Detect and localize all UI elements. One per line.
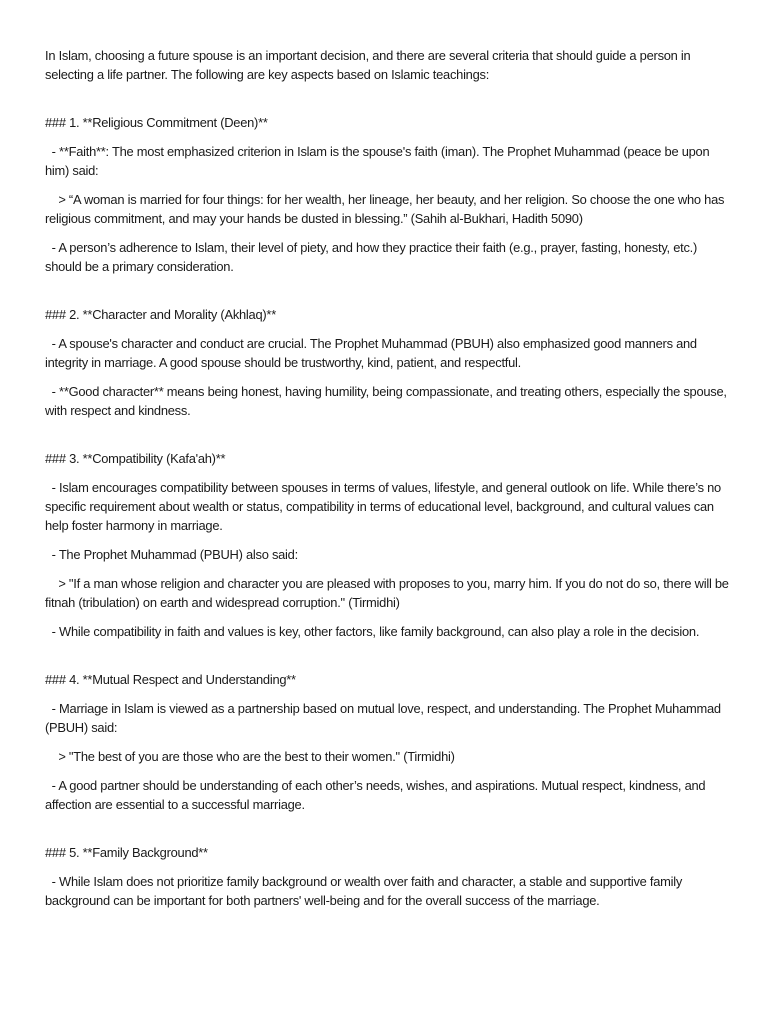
section-1-quote: > “A woman is married for four things: for her wealth, her lineage, her beauty, and her religion. So choose the one who has religious commitment, and may your hands be dusted in blessing.” (Sahih al-Bukhari, Hadith 5090) bbox=[45, 192, 728, 226]
section-3-paragraph: - While compatibility in faith and values is key, other factors, like family background, can also play a role in the decision. bbox=[45, 624, 700, 639]
section-5-paragraph: - While Islam does not prioritize family background or wealth over faith and character, a stable and supportive family background can be important for both partners' well-being and for the overall success of the marriage. bbox=[45, 874, 686, 908]
section-4-paragraph: - Marriage in Islam is viewed as a partnership based on mutual love, respect, and understanding. The Prophet Muhammad (PBUH) said: bbox=[45, 701, 725, 735]
section-heading-mutual-respect: ### 4. **Mutual Respect and Understanding** bbox=[45, 672, 296, 687]
section-3-paragraph: - Islam encourages compatibility between spouses in terms of values, lifestyle, and general outlook on life. While there’s no specific requirement about wealth or status, compatibility in terms of educational level, background, and cultural values can help foster harmony in marriage. bbox=[45, 480, 725, 533]
section-3-paragraph: - The Prophet Muhammad (PBUH) also said: bbox=[45, 547, 298, 562]
document-body bbox=[45, 46, 735, 920]
section-4-quote: > "The best of you are those who are the best to their women." (Tirmidhi) bbox=[45, 749, 455, 764]
section-2-paragraph: - **Good character** means being honest, having humility, being compassionate, and treating others, especially the spouse, with respect and kindness. bbox=[45, 384, 731, 418]
section-1-paragraph: - A person’s adherence to Islam, their level of piety, and how they practice their faith (e.g., prayer, fasting, honesty, etc.) should be a primary consideration. bbox=[45, 240, 701, 274]
section-heading-character-morality: ### 2. **Character and Morality (Akhlaq)** bbox=[45, 307, 276, 322]
section-1-paragraph: - **Faith**: The most emphasized criterion in Islam is the spouse's faith (iman). The Prophet Muhammad (peace be upon him) said: bbox=[45, 144, 713, 178]
section-2-paragraph: - A spouse's character and conduct are crucial. The Prophet Muhammad (PBUH) also emphasized good manners and integrity in marriage. A good spouse should be trustworthy, kind, patient, and respectful. bbox=[45, 336, 701, 370]
section-4-paragraph: - A good partner should be understanding of each other’s needs, wishes, and aspirations. Mutual respect, kindness, and affection are essential to a successful marriage. bbox=[45, 778, 709, 812]
section-heading-compatibility: ### 3. **Compatibility (Kafa'ah)** bbox=[45, 451, 226, 466]
section-3-quote: > "If a man whose religion and character you are pleased with proposes to you, marry him. If you do not do so, there will be fitnah (tribulation) on earth and widespread corruption." (Tirmidhi) bbox=[45, 576, 733, 610]
section-heading-religious-commitment: ### 1. **Religious Commitment (Deen)** bbox=[45, 115, 268, 130]
section-heading-family-background: ### 5. **Family Background** bbox=[45, 845, 208, 860]
intro-paragraph: In Islam, choosing a future spouse is an important decision, and there are several criteria that should guide a person in selecting a life partner. The following are key aspects based on Islamic teachings: bbox=[45, 48, 694, 82]
